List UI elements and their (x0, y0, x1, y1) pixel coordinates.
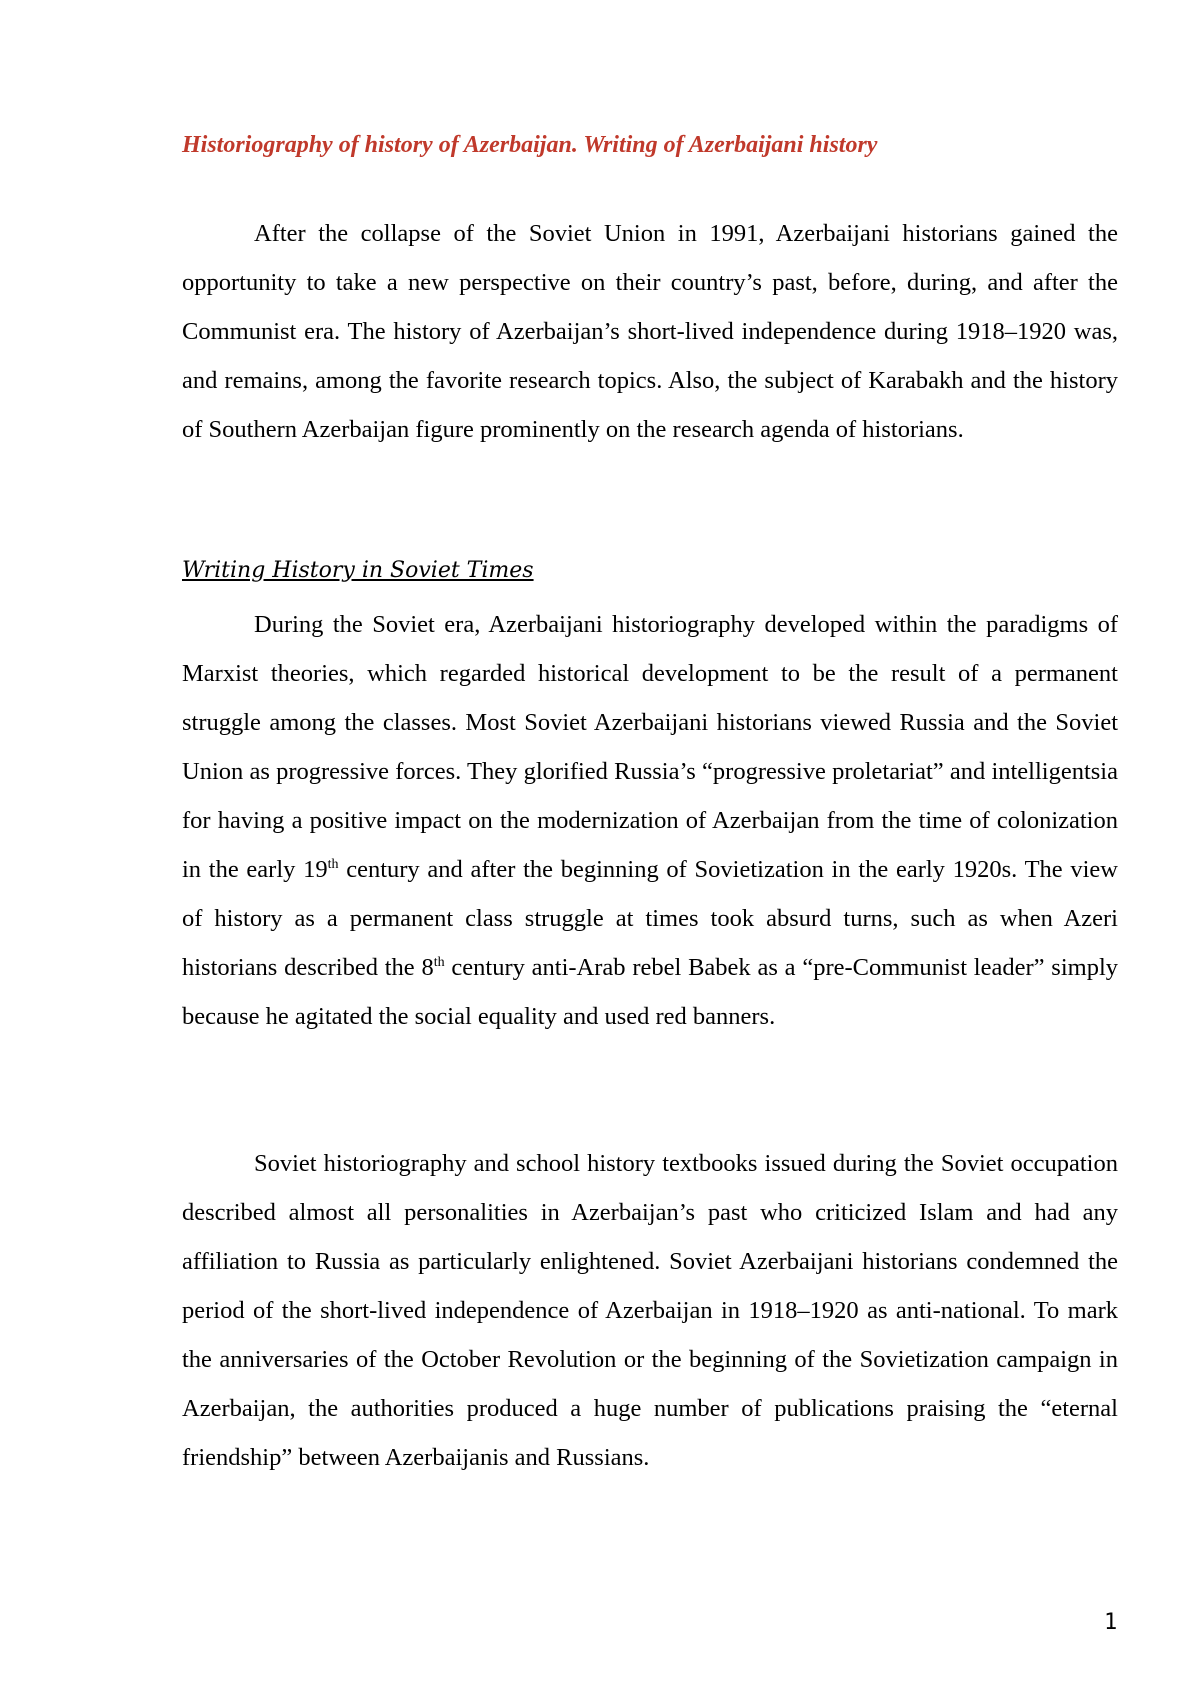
paragraph-intro: After the collapse of the Soviet Union in 1991, Azerbaijani historians gained the opportunity to take a new perspective on their country’s past, before, during, and after the Communist era. The history of Azerbaijan’s short-lived independence during 1918–1920 was, and remains, among the favorite research topics. Also, the subject of Karabakh and the history of Southern Azerbaijan figure prominently on the research agenda of historians. (182, 220, 1118, 443)
paragraph-text: During the Soviet era, Azerbaijani historiography developed within the paradigms of Marxist theories, which regarded historical development to be the result of a permanent struggle among the classes. Most Soviet Azerbaijani historians viewed Russia and the Soviet Union as progressive forces. They glorified Russia’s “progressive proletariat” and intelligentsia for having a positive impact on the modernization of Azerbaijan from the time of colonization in the early 19 (182, 611, 1118, 883)
superscript: th (327, 856, 339, 872)
superscript: th (433, 954, 445, 970)
page-number: 1 (1104, 1610, 1118, 1635)
section-heading: Writing History in Soviet Times (182, 558, 534, 583)
paragraph-textbooks: Soviet historiography and school history textbooks issued during the Soviet occupation described almost all personalities in Azerbaijan’s past who criticized Islam and had any affiliation to Russia as particularly enlightened. Soviet Azerbaijani historians condemned the period of the short-lived independence of Azerbaijan in 1918–1920 as anti-national. To mark the anniversaries of the October Revolution or the beginning of the Sovietization campaign in Azerbaijan, the authorities produced a huge number of publications praising the “eternal friendship” between Azerbaijanis and Russians. (182, 1150, 1118, 1471)
paragraph-text: century anti-Arab rebel Babek as a “pre-Communist leader” simply because he agitated the social equality and used red banners. (182, 954, 1119, 1030)
paragraph-soviet-era (182, 600, 1118, 1041)
paragraph-text: century and after the beginning of Sovietization in the early 1920s. The view of history as a permanent class struggle at times took absurd turns, such as when Azeri historians described the 8 (182, 856, 1118, 981)
document-title: Historiography of history of Azerbaijan. Writing of Azerbaijani history (182, 132, 878, 158)
